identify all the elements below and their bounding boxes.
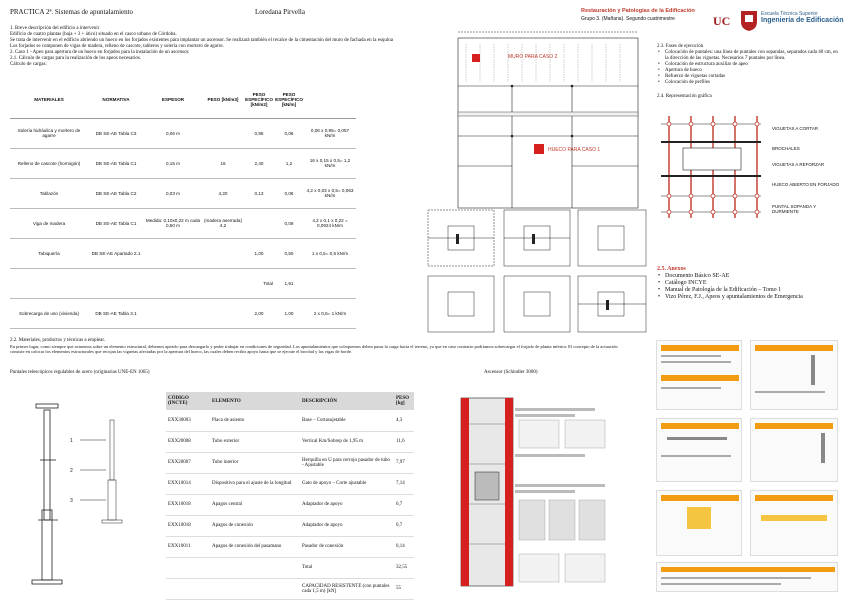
materials-cell: 0,03 m [144,178,202,208]
materials-cell: DB SE-AE Tabla C1 [88,148,144,178]
materials-cell: DB SE-AE Tabla C1 [88,208,144,238]
props-cell: Pasador de conexión [300,536,394,557]
materials-cell: 0,13 [244,178,274,208]
materials-cell [244,208,274,238]
materials-cell: 1,91 [274,268,304,298]
materials-table [10,82,356,329]
props-cell: Base – Cortasujetable [300,410,394,431]
catalog-thumb [750,340,838,410]
props-cell: EXX30003 [166,410,210,431]
props-cell: Apagos de conexión [210,515,300,536]
materials-cell: DB SE-AE Tabla C3 [88,118,144,148]
materials-cell: 2,00 [244,298,274,328]
annex-item: • Manual de Patología de la Edificación – Tomo 1 [657,287,837,294]
props-row [166,431,414,452]
props-cell: Placa de asiento [210,410,300,431]
materials-header: MATERIALES [10,82,88,118]
props-cell: 0,7 [394,515,414,536]
props-cell: 0,7 [394,494,414,515]
materials-cell [304,268,356,298]
materials-cell [144,298,202,328]
props-row [166,452,414,473]
props-cell: CAPACIDAD RESISTENTE (con puntales cada 1,5 m) [kN] [300,578,394,599]
page-title: PRACTICA 2ª. Sistemas de apuntalamiento [10,8,134,16]
props-cell: Tubo exterior [210,431,300,452]
section-2-3 [657,44,839,100]
section-2-2-heading: 2.2. Materiales, productos y técnicas a emplear. [10,338,105,343]
phase-item: • Colocación de perfiles [657,80,839,86]
catalog-thumb [750,490,838,556]
section-2-3-heading: 2.3. Fases de ejecución [657,44,704,49]
props-header: PESO [kg] [394,392,414,410]
props-cell [166,557,210,578]
materials-header: PESO [kN/m3] [202,82,244,118]
legend-item: VIGUETAS A REFORZAR [772,162,825,167]
materials-cell: 0,06 x 0,95= 0,057 kN/m [304,118,356,148]
props-row [166,473,414,494]
materials-cell: Relleno de cascote (hormigón) [10,148,88,178]
section-1-p3: Los forjados se componen de vigas de madera, relleno de cascote, tableros y solería con mortero de agarre. [10,44,224,49]
materials-row [10,268,356,298]
loads-heading: Cálculo de cargas: [10,62,47,67]
props-cell [210,557,300,578]
catalog-thumb [656,562,838,592]
svg-text:1: 1 [70,438,73,444]
course-name: Restauración y Patologías de la Edificación [581,8,695,14]
props-table [166,392,414,600]
materials-cell: Total [244,268,274,298]
props-cell: 55 [394,578,414,599]
uco-logo [711,10,737,32]
catalog-thumb [656,418,742,482]
svg-text:2: 2 [70,468,73,474]
props-header: ELEMENTO [210,392,300,410]
materials-cell: Solería hidráulica y mortero de agarre [10,118,88,148]
section-1-p2: Se trata de intervenir en el edificio abriendo un hueco en los forjados existentes para implantar un ascensor. Se realizará también el recalce de la cimentación del muro de fachada en la esquina [10,38,394,43]
props-cell: EXX20007 [166,452,210,473]
materials-cell: Sobrecarga de uso (vivienda) [10,298,88,328]
label-case-2: MURO PARA CASO 2 [508,54,558,60]
materials-header: PESO ESPECÍFICO [kN/m2] [244,82,274,118]
section-1-heading: 1. Breve descripción del edificio a intervenir [10,26,100,31]
props-cell: EXX20008 [166,431,210,452]
author-name: Loredana Pirvella [255,8,305,16]
annexes-heading: 2.5. Anexos [657,266,686,272]
props-cell [210,578,300,599]
props-cell: Vertical Km/Sobrep de 1,95 m [300,431,394,452]
materials-cell: 0,06 [274,118,304,148]
legend-item: BROCHALES [772,146,800,151]
elevator-drawing [457,394,517,590]
props-cell: Apagos central [210,494,300,515]
props-cell: EXX10014 [166,473,210,494]
materials-cell: 0,06 m [144,118,202,148]
phase-item: • Apertura de hueco [657,68,839,74]
props-cell: 4,3 [394,410,414,431]
props-cell: EXX10018 [166,515,210,536]
materials-cell [144,268,202,298]
props-cell: 11,6 [394,431,414,452]
school-line-1: Escuela Técnica Superior [761,11,818,17]
materials-cell [202,268,244,298]
annex-item: • Catálogo INCYE [657,280,837,287]
props-row [166,578,414,599]
props-header: CÓDIGO (INCYE) [166,392,210,410]
props-header: DESCRIPCIÓN [300,392,394,410]
materials-cell: (madera aserrada) 4,2 [202,208,244,238]
materials-header: NORMATIVA [88,82,144,118]
case-heading: 2. Caso 1 - Apeo para apertura de un hueco en forjados para la instalación de un ascensor. [10,50,190,55]
sub-heading: 2.1. Cálculo de cargas para la realización de los apeos necesarios. [10,56,142,61]
props-cell [166,578,210,599]
annexes-list [657,273,837,301]
props-cell: Adaptador de apoyo [300,515,394,536]
materials-cell: 2 x 0,5= 1 kN/m [304,298,356,328]
materials-cell: 1,2 [274,148,304,178]
materials-row [10,118,356,148]
materials-cell: 4,2 x 0,1 x 0,22 = 0,0924 kN/m [304,208,356,238]
materials-cell [202,118,244,148]
materials-cell [10,268,88,298]
section-2-2 [10,338,620,355]
props-cell: Total [300,557,394,578]
props-cell: Herquilla en U para cerrojo pasador de tubo - Ajustable [300,452,394,473]
catalog-thumb [750,418,838,482]
materials-cell: Tablazón [10,178,88,208]
svg-text:UC: UC [713,14,731,28]
section-1-p1: Edificio de cuatro plantas (baja + 3 + ático) situado en el casco urbano de Córdoba. [10,32,177,37]
materials-cell: 0,50 [274,238,304,268]
props-cell: EXX10011 [166,536,210,557]
materials-cell: 1,00 [274,298,304,328]
props-row [166,536,414,557]
materials-row [10,238,356,268]
legend-item: PUNTAL SOPANDA Y DURMIENTE [772,204,817,214]
prop-drawing [10,400,160,590]
props-caption: Puntales telescópicos regulables de acero (originarias UNE-EN 1065) [10,370,150,375]
elevator-caption: Ascensor (Schindler 3000) [484,370,538,375]
materials-cell: 2,40 [244,148,274,178]
materials-cell: 0,06 [274,178,304,208]
materials-row [10,298,356,328]
school-shield-logo [740,10,758,32]
materials-cell: 1,00 [244,238,274,268]
materials-row [10,178,356,208]
materials-cell: DB SE-AE Apartado 2.1 [88,238,144,268]
props-cell: Gato de apoyo – Corte ajustable [300,473,394,494]
props-cell: 7,14 [394,473,414,494]
props-cell: Dispositivo para el ajuste de la longitud [210,473,300,494]
materials-cell: 16 x 0,15 x 0,5= 1,2 kN/m [304,148,356,178]
props-cell: Adaptador de apoyo [300,494,394,515]
materials-cell: Viga de madera [10,208,88,238]
materials-cell: DB SE-AE Tabla 3.1 [88,298,144,328]
materials-cell: Tabiquería [10,238,88,268]
elevator-detail [513,404,625,590]
materials-cell: 0,15 m [144,148,202,178]
materials-row [10,208,356,238]
legend-item: VIGUETAS A CORTAR [772,126,819,131]
materials-cell: 0,95 [244,118,274,148]
props-cell: Tubo interior [210,452,300,473]
catalog-thumb [656,340,742,410]
materials-cell: 16 [202,148,244,178]
props-row [166,515,414,536]
catalog-thumb [656,490,742,556]
props-cell: 0,14 [394,536,414,557]
materials-row [10,148,356,178]
section-1 [10,26,440,68]
materials-header [304,82,356,118]
props-row [166,410,414,431]
section-2-2-text: En primer lugar, como siempre que actuemos sobre un elemento estructural, debemos apearlo para descargarlo y poder trabajar en condiciones de seguridad. Los apuntalamientos que coloquemos deben pasar la carga hacia el terreno, ya que en caso contrario podríamos sobrecargar el forjado de planta inferior. El concepto de la actuación consiste en colocar los elementos estructurales que recojan las viguetas afectadas por la apertura del hueco, las cuales deben recibir apoyo hasta que se ejecute el brochal y las vigas de borde. [10,343,618,354]
props-row [166,494,414,515]
materials-header-row [10,82,356,118]
materials-cell: Medida: 0,10x0,22 m cada 0,50 m [144,208,202,238]
materials-cell [202,238,244,268]
materials-cell: 1 x 0,5= 0,5 kN/m [304,238,356,268]
section-2-4-heading: 2.4. Representación gráfica [657,94,712,99]
props-cell: EXX10018 [166,494,210,515]
materials-header: ESPESOR [144,82,202,118]
materials-cell: DB SE-AE Tabla C2 [88,178,144,208]
execution-phases-list [657,50,839,86]
props-cell: 7,97 [394,452,414,473]
graphic-representation [659,112,763,222]
materials-cell [144,238,202,268]
phase-item: • Colocación de puntales: una línea de puntales con sopandas, separados cada 40 cm, en la dirección de las viguetas. Necesarios 7 puntales por línea. [657,50,839,62]
materials-cell: 4,2 x 0,03 x 0,5= 0,063 kN/m [304,178,356,208]
uco-logo-graphic [711,10,737,32]
annex-item: • Documento Básico SE-AE [657,273,837,280]
props-cell: 32,55 [394,557,414,578]
materials-header: PESO ESPECÍFICO [kN/m] [274,82,304,118]
label-case-1: HUECO PARA CASO 1 [548,147,601,153]
materials-cell [88,268,144,298]
annex-item: • Vizo Pérez, F.J., Apeos y apuntalamientos de Emergencia [657,294,837,301]
materials-cell [202,298,244,328]
school-line-2: Ingeniería de Edificación [761,17,844,24]
materials-cell: 4,20 [202,178,244,208]
props-row [166,557,414,578]
detail-drawings [426,206,650,336]
phase-item: • Refuerzo de viguetas cortadas [657,74,839,80]
materials-cell: 0,09 [274,208,304,238]
annexes [657,266,837,301]
props-header-row [166,392,414,410]
course-group: Grupo 3. (Mañana). Segundo cuatrimestre [581,16,675,22]
props-cell: Apagos de conexión del pasamano [210,536,300,557]
svg-text:3: 3 [70,498,73,504]
phase-item: • Colocación de estructura auxiliar de apeo [657,62,839,68]
legend-item: HUECO ABIERTO EN FORJADO [772,182,840,187]
